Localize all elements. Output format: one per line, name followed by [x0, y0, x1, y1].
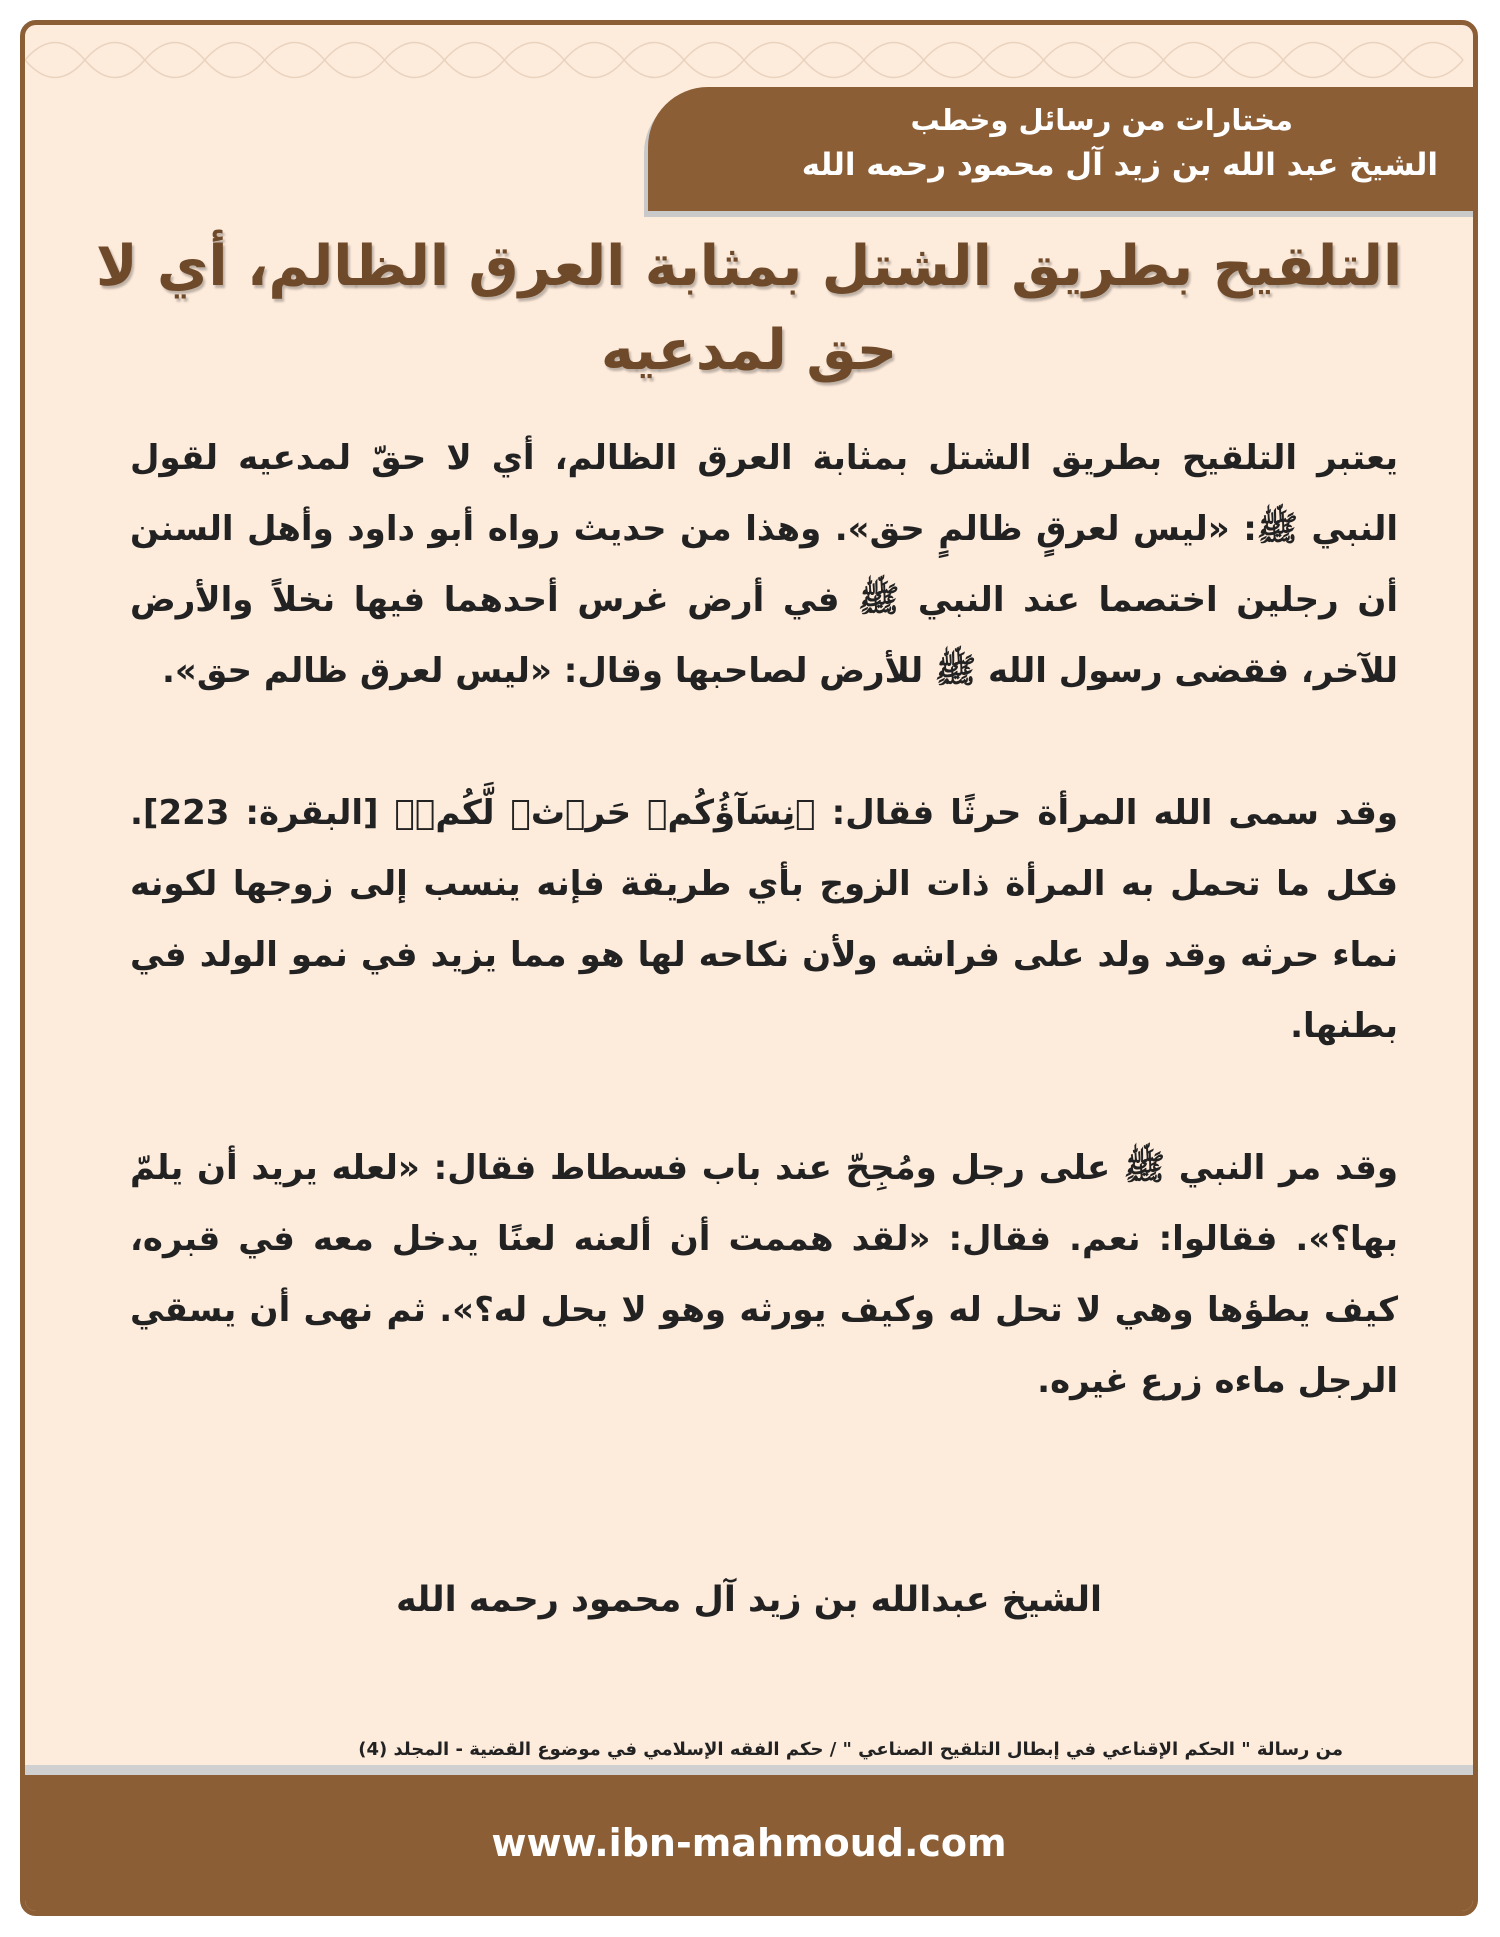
website-link[interactable]: www.ibn-mahmoud.com	[491, 1821, 1007, 1865]
paragraph-2: وقد سمى الله المرأة حرثًا فقال: ﴿نِسَآؤُكُمۡ حَرۡثٞ لَّكُمۡ﴾ [البقرة: 223]. فكل ما تحمل به المرأة ذات الزوج بأي طريقة فإنه ينسب إلى زوجها لكونه نماء حرثه وقد ولد على فراشه ولأن نكاحه لها هو مما يزيد في نمو الولد في بطنها.	[130, 793, 1398, 1046]
paragraph-1: يعتبر التلقيح بطريق الشتل بمثابة العرق الظالم، أي لا حقّ لمدعيه لقول النبي ﷺ: «ليس لعرقٍ ظالمٍ حق». وهذا من حديث رواه أبو داود وأهل السنن أن رجلين اختصما عند النبي ﷺ في أرض غرس أحدهما فيها نخلاً والأرض للآخر، فقضى رسول الله ﷺ للأرض لصاحبها وقال: «ليس لعرق ظالم حق».	[130, 438, 1398, 691]
paragraph-3: وقد مر النبي ﷺ على رجل ومُجِحّ عند باب فسطاط فقال: «لعله يريد أن يلمّ بها؟». فقالوا: نعم. فقال: «لقد هممت أن ألعنه لعنًا يدخل معه في قبره، كيف يطؤها وهي لا تحل له وكيف يورثه وهو لا يحل له؟». ثم نهى أن يسقي الرجل ماءه زرع غيره.	[130, 1148, 1398, 1401]
footer-band	[25, 1765, 1473, 1911]
series-header-band	[648, 87, 1478, 211]
source-citation: من رسالة " الحكم الإقناعي في إبطال التلقيح الصناعي " / حكم الفقه الإسلامي في موضوع القضية - المجلد (4)	[358, 1739, 1343, 1760]
article-card	[20, 20, 1478, 1916]
author-name-header: الشيخ عبد الله بن زيد آل محمود رحمه الله	[801, 147, 1438, 183]
decorative-pattern	[25, 25, 1473, 95]
article-body	[130, 423, 1398, 1488]
author-signature: الشيخ عبدالله بن زيد آل محمود رحمه الله	[395, 1580, 1103, 1620]
article-title: التلقيح بطريق الشتل بمثابة العرق الظالم، أي لا حق لمدعيه	[95, 234, 1403, 383]
series-title: مختارات من رسائل وخطب	[910, 103, 1293, 137]
